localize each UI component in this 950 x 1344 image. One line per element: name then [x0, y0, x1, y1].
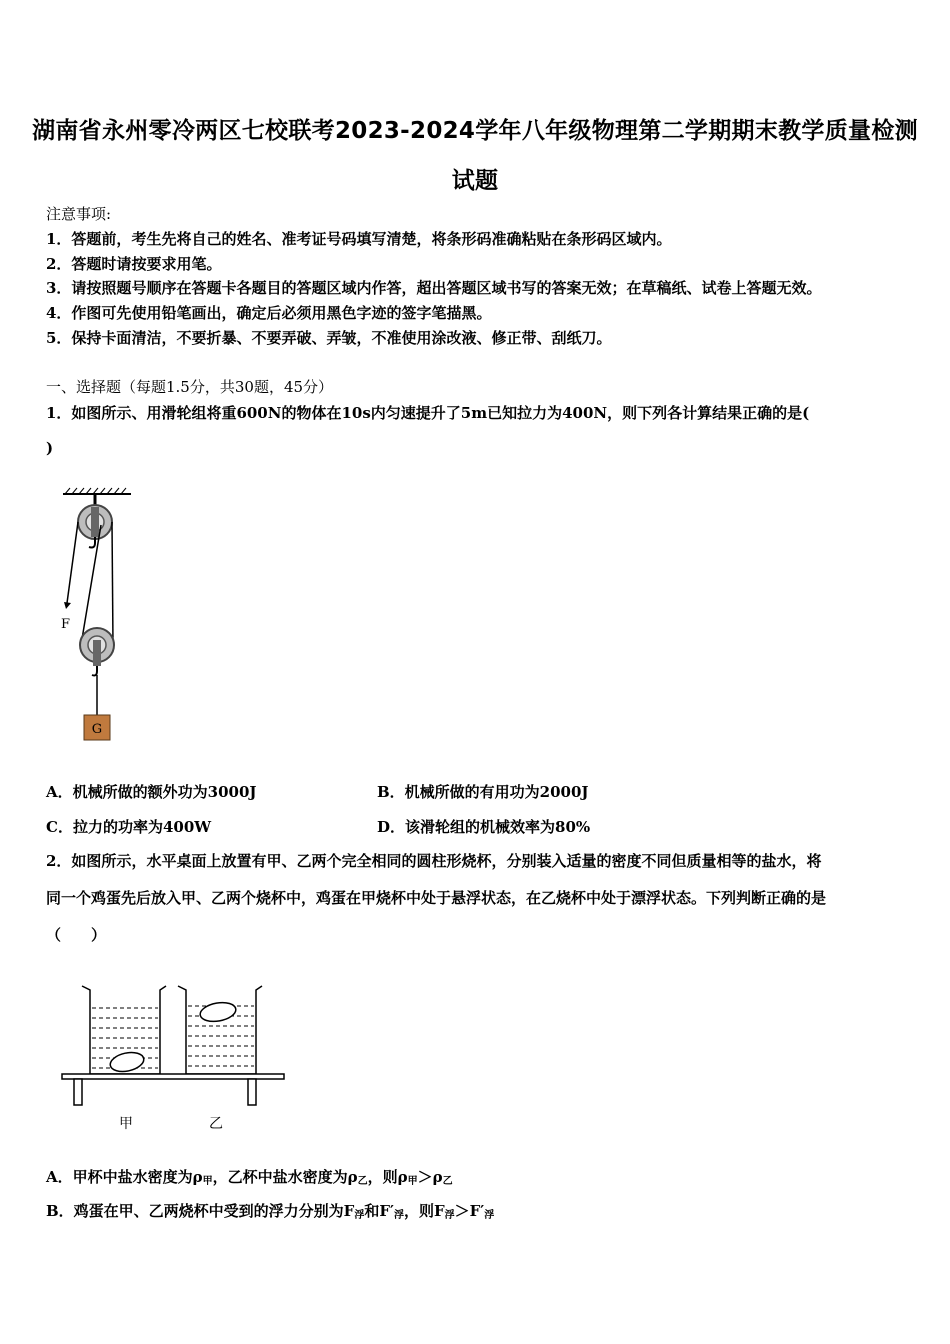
notice-item: 3．请按照题号顺序在答题卡各题目的答题区域内作答，超出答题区域书写的答案无效；在草稿纸、试卷上答题无效。 [46, 279, 822, 297]
notice-heading: 注意事项: [46, 205, 112, 223]
q2-stem: 2．如图所示，水平桌面上放置有甲、乙两个完全相同的圆柱形烧杯，分别装入适量的密度不同但质量相等的盐水，将 [46, 852, 822, 870]
q1-option-c[interactable]: C．拉力的功率为400W [46, 818, 212, 836]
weight-label: G [91, 722, 103, 737]
notice-item: 2．答题时请按要求用笔。 [46, 255, 222, 273]
q1-stem-end: ) [46, 439, 54, 457]
force-label: F [61, 617, 71, 632]
q2-stem: 同一个鸡蛋先后放入甲、乙两个烧杯中，鸡蛋在甲烧杯中处于悬浮状态，在乙烧杯中处于漂浮状态。下列判断正确的是 [46, 889, 827, 907]
q1-option-b[interactable]: B．机械所做的有用功为2000J [377, 783, 589, 801]
beaker-diagram [58, 978, 290, 1138]
notice-item: 5．保持卡面清洁，不要折暴、不要弄破、弄皱，不准使用涂改液、修正带、刮纸刀。 [46, 329, 612, 347]
page-title: 湖南省永州零冷两区七校联考2023-2024学年八年级物理第二学期期末教学质量检测 [32, 118, 918, 144]
q2-option-a[interactable]: A．甲杯中盐水密度为$\rho_甲$，乙杯中盐水密度为$\rho_乙$，则$\rho_甲>\rho_乙$ [46, 1168, 453, 1187]
beaker-label-right: 乙 [209, 1116, 223, 1132]
section-heading: 一、选择题（每题1.5分，共30题，45分） [46, 378, 334, 396]
pulley-diagram [55, 485, 150, 745]
q2-option-b[interactable]: B．鸡蛋在甲、乙两烧杯中受到的浮力分别为$F_浮$和$F'_浮$，则$F_浮>F'_浮$ [46, 1202, 495, 1221]
q1-option-d[interactable]: D．该滑轮组的机械效率为80% [377, 818, 591, 836]
beaker-label-left: 甲 [119, 1116, 133, 1132]
page-title-continued: 试题 [451, 168, 499, 194]
q1-stem: 1．如图所示、用滑轮组将重600N的物体在10s内匀速提升了5m已知拉力为400N，则下列各计算结果正确的是( [46, 404, 810, 422]
q2-stem-end: （ ） [46, 926, 107, 944]
notice-item: 4．作图可先使用铅笔画出，确定后必须用黑色字迹的签字笔描黑。 [46, 304, 492, 322]
q1-option-a[interactable]: A．机械所做的额外功为3000J [46, 783, 257, 801]
notice-item: 1．答题前，考生先将自己的姓名、准考证号码填写清楚，将条形码准确粘贴在条形码区域内。 [46, 230, 672, 248]
